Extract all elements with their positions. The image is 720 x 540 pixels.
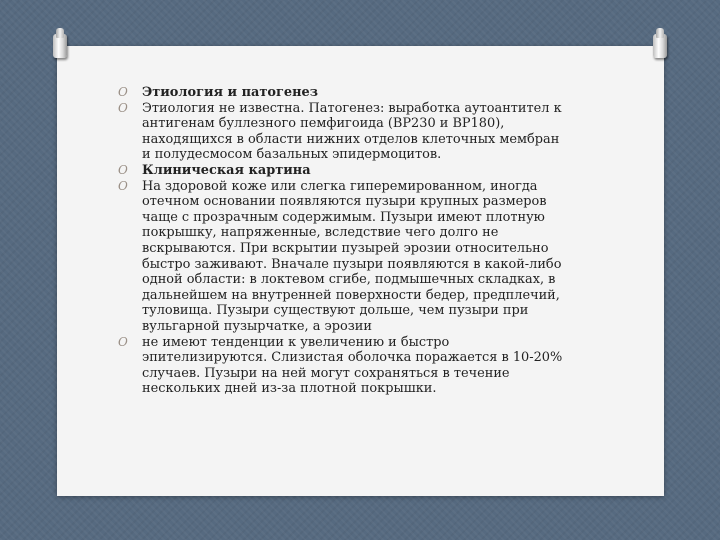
- bullet-item-etiology-text: [118, 101, 588, 163]
- bullet-item-clinical-heading: [118, 163, 588, 179]
- bullet-marker-icon: O: [118, 162, 128, 177]
- text-line: быстро заживают. Вначале пузыри появляются в какой-либо: [142, 256, 562, 272]
- bullet-item-clinical-text: [118, 179, 588, 335]
- bullet-text: [142, 335, 588, 397]
- text-line: Клиническая картина: [142, 162, 311, 178]
- bullet-marker-icon: O: [118, 85, 128, 99]
- text-line: Этиология не известна. Патогенез: выработка аутоантител к: [142, 100, 562, 116]
- text-line: Этиология и патогенез: [142, 85, 318, 100]
- pushpin-icon: [53, 34, 67, 58]
- bullet-item-mucosa-text: [118, 335, 588, 397]
- bullet-item-etiology-heading: [118, 85, 588, 101]
- text-line: одной области: в локтевом сгибе, подмышечных складках, в: [142, 272, 556, 288]
- pushpin-icon: [653, 34, 667, 58]
- text-line: покрышку, напряженные, вследствие чего долго не: [142, 225, 499, 241]
- bullet-marker-icon: O: [118, 334, 128, 349]
- text-line: На здоровой коже или слегка гиперемированном, иногда: [142, 178, 538, 194]
- text-line: не имеют тенденции к увеличению и быстро: [142, 334, 450, 350]
- text-line: вульгарной пузырчатке, а эрозии: [142, 318, 372, 334]
- text-line: и полудесмосом базальных эпидермоцитов.: [142, 147, 442, 163]
- text-line: отечном основании появляются пузыри крупных размеров: [142, 194, 547, 210]
- text-line: чаще с прозрачным содержимым. Пузыри имеют плотную: [142, 209, 545, 225]
- text-line: туловища. Пузыри существуют дольше, чем пузыри при: [142, 303, 529, 319]
- bullet-text: [142, 101, 588, 163]
- bullet-text: [142, 85, 588, 101]
- bullet-list: [118, 85, 588, 397]
- bullet-text: [142, 179, 588, 335]
- bullet-marker-icon: O: [118, 100, 128, 115]
- text-line: вскрываются. При вскрытии пузырей эрозии относительно: [142, 240, 549, 256]
- bullet-text: [142, 163, 588, 179]
- text-line: эпителизируются. Слизистая оболочка поражается в 10-20%: [142, 350, 563, 366]
- text-line: нескольких дней из-за плотной покрышки.: [142, 381, 437, 397]
- text-line: антигенам буллезного пемфигоида (ВР230 и ВР180),: [142, 116, 505, 132]
- text-line: дальнейшем на внутренней поверхности бедер, предплечий,: [142, 287, 560, 303]
- bullet-marker-icon: O: [118, 178, 128, 193]
- text-line: случаев. Пузыри на ней могут сохраняться в течение: [142, 365, 510, 381]
- text-line: находящихся в области нижних отделов клеточных мембран: [142, 131, 560, 147]
